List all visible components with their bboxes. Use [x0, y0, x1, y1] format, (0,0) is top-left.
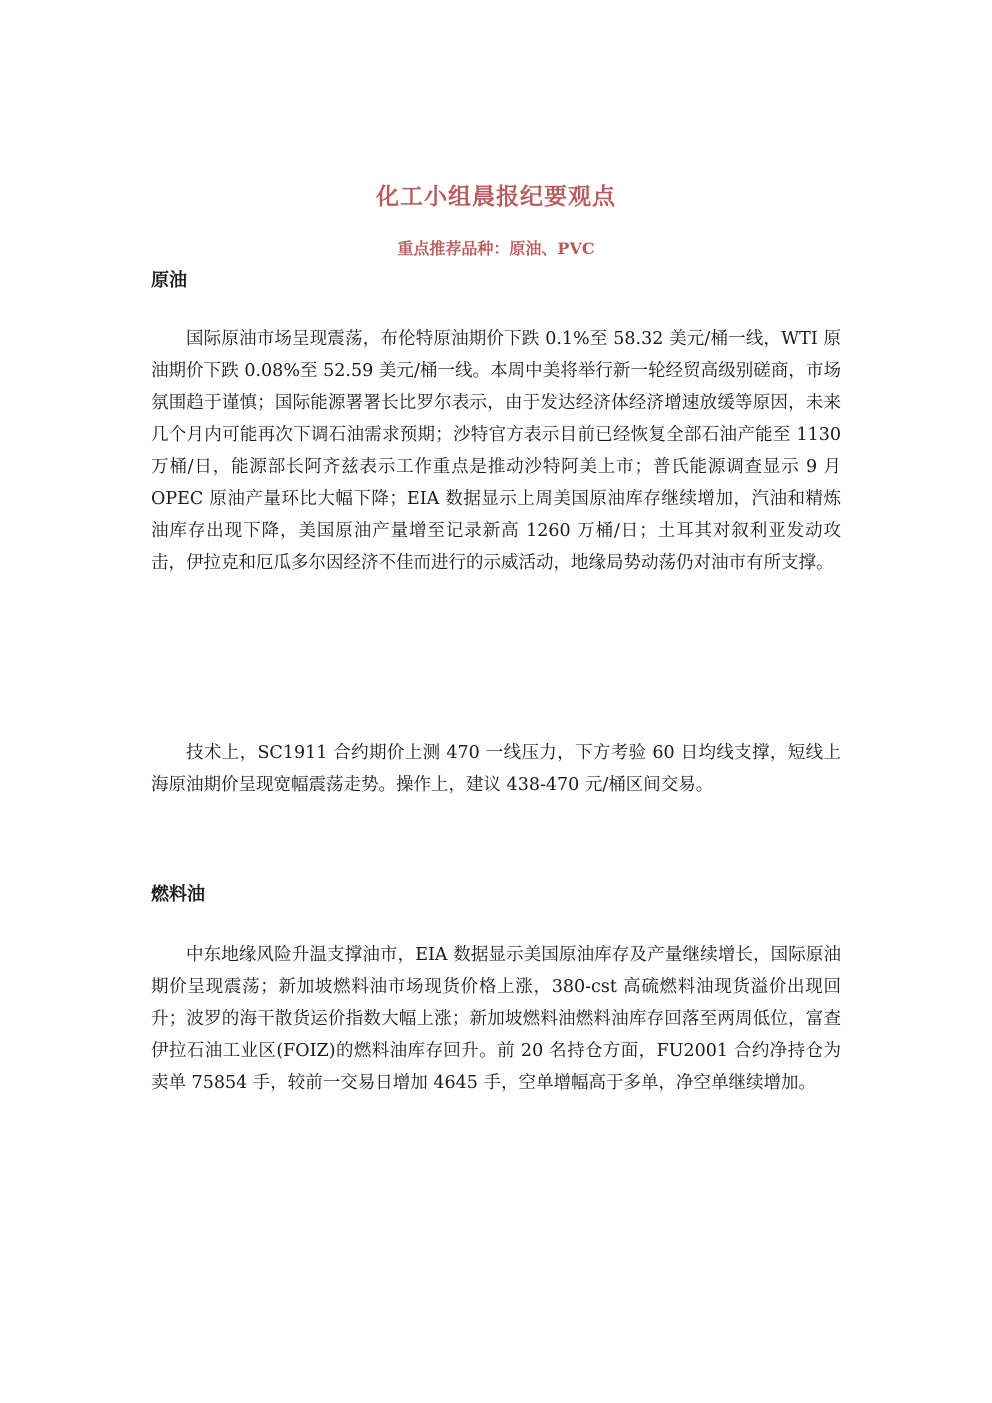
document-subtitle: 重点推荐品种：原油、PVC [397, 239, 595, 258]
crude-oil-paragraph-technical: 技术上，SC1911 合约期价上测 470 一线压力，下方考验 60 日均线支撑，短线上海原油期价呈现宽幅震荡走势。操作上，建议 438-470 元/桶区间交易。 [151, 743, 841, 795]
section-heading-fuel-oil: 燃料油 [151, 884, 205, 905]
section-heading-crude-oil: 原油 [151, 270, 187, 291]
document-title: 化工小组晨报纪要观点 [376, 183, 616, 210]
crude-oil-paragraph-market: 国际原油市场呈现震荡，布伦特原油期价下跌 0.1%至 58.32 美元/桶一线，WTI 原油期价下跌 0.08%至 52.59 美元/桶一线。本周中美将举行新一轮经贸高级别磋商，市场氛围趋于谨慎；国际能源署署长比罗尔表示，由于发达经济体经济增速放缓等原因，未来几个月内可能再次下调石油需求预期；沙特官方表示目前已经恢复全部石油产能至 1130 万桶/日，能源部长阿齐兹表示工作重点是推动沙特阿美上市；普氏能源调查显示 9 月 OPEC 原油产量环比大幅下降；EIA 数据显示上周美国原油库存继续增加，汽油和精炼油库存出现下降，美国原油产量增至记录新高 1260 万桶/日；土耳其对叙利亚发动攻击，伊拉克和厄瓜多尔因经济不佳而进行的示威活动，地缘局势动荡仍对油市有所支撑。 [151, 329, 841, 573]
fuel-oil-paragraph: 中东地缘风险升温支撑油市，EIA 数据显示美国原油库存及产量继续增长，国际原油期价呈现震荡；新加坡燃料油市场现货价格上涨，380-cst 高硫燃料油现货溢价出现回升；波罗的海干散货运价指数大幅上涨；新加坡燃料油燃料油库存回落至两周低位，富查伊拉石油工业区(FOIZ)的燃料油库存回升。前 20 名持仓方面，FU2001 合约净持仓为卖单 75854 手，较前一交易日增加 4645 手，空单增幅高于多单，净空单继续增加。 [151, 945, 841, 1093]
